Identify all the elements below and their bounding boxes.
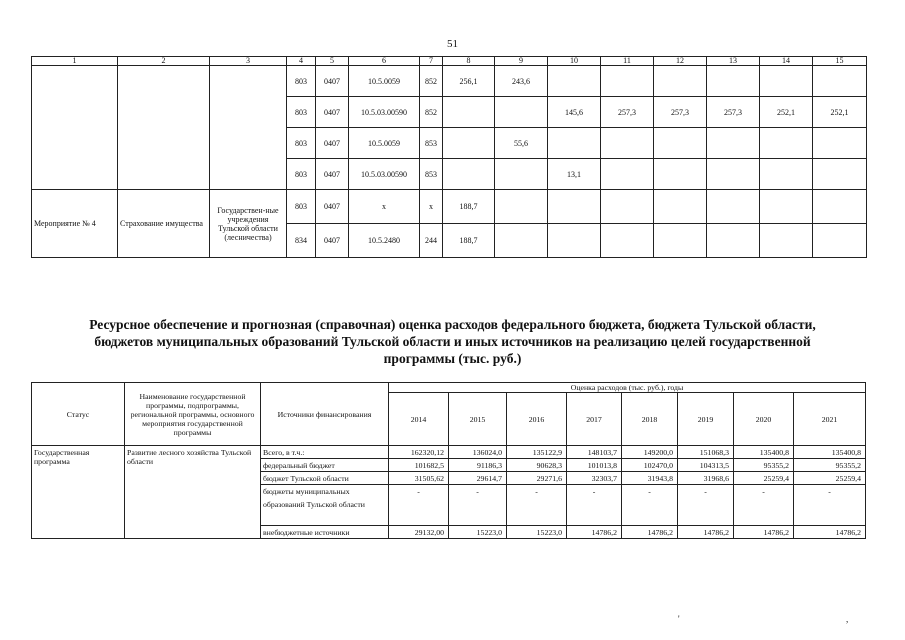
table-cell: 803	[287, 128, 316, 159]
source-label: Всего, в т.ч.:	[261, 446, 389, 459]
table-cell: 104313,5	[678, 459, 734, 472]
table-cell: 10.5.0059	[349, 128, 420, 159]
table-cell	[601, 128, 654, 159]
table-cell: 14786,2	[567, 526, 622, 539]
program-cell: Развитие лесного хозяйства Тульской области	[125, 446, 261, 539]
expenditure-table	[31, 56, 867, 258]
table-cell: 29271,6	[507, 472, 567, 485]
column-number: 14	[760, 57, 813, 66]
table-cell	[707, 128, 760, 159]
column-number: 2	[118, 57, 210, 66]
table-cell: 32303,7	[567, 472, 622, 485]
table-cell	[601, 159, 654, 190]
scan-mark: '	[678, 614, 680, 624]
table-cell: 148103,7	[567, 446, 622, 459]
table-cell: 162320,12	[389, 446, 449, 459]
table-cell: 15223,0	[449, 526, 507, 539]
table-cell: -	[678, 485, 734, 526]
table-cell: 0407	[316, 66, 349, 97]
table-cell: 91186,3	[449, 459, 507, 472]
column-number: 10	[548, 57, 601, 66]
table-cell	[813, 159, 867, 190]
event-name: Страхование имущества	[118, 190, 210, 258]
table-cell: 135400,8	[734, 446, 794, 459]
table-cell	[548, 66, 601, 97]
column-number: 6	[349, 57, 420, 66]
table-cell: х	[349, 190, 420, 224]
table-cell: 95355,2	[794, 459, 866, 472]
table-cell: -	[622, 485, 678, 526]
table-cell: 257,3	[601, 97, 654, 128]
table-row	[32, 66, 867, 97]
table-cell: 256,1	[443, 66, 495, 97]
column-number: 8	[443, 57, 495, 66]
table-cell: 853	[420, 159, 443, 190]
table-cell: 31943,8	[622, 472, 678, 485]
table-cell: 803	[287, 159, 316, 190]
table-cell: 95355,2	[734, 459, 794, 472]
year-header: 2018	[622, 393, 678, 446]
sources-header: Источники финансирования	[261, 383, 389, 446]
table-cell: 803	[287, 66, 316, 97]
table-cell	[548, 224, 601, 258]
table-cell: 135400,8	[794, 446, 866, 459]
table-cell: 136024,0	[449, 446, 507, 459]
table-cell	[495, 97, 548, 128]
table-cell	[813, 190, 867, 224]
table-cell: -	[389, 485, 449, 526]
table-cell	[760, 224, 813, 258]
table-cell	[813, 224, 867, 258]
table-cell: 10.5.0059	[349, 66, 420, 97]
table-cell: 135122,9	[507, 446, 567, 459]
column-number: 12	[654, 57, 707, 66]
table-cell: 14786,2	[794, 526, 866, 539]
table-cell: 101013,8	[567, 459, 622, 472]
table-cell	[443, 159, 495, 190]
table-cell	[601, 190, 654, 224]
table-cell: 101682,5	[389, 459, 449, 472]
resource-table	[31, 382, 866, 539]
table-cell: 90628,3	[507, 459, 567, 472]
table-cell	[654, 159, 707, 190]
column-number: 3	[210, 57, 287, 66]
table-cell: 257,3	[654, 97, 707, 128]
table-row	[32, 446, 866, 459]
year-header: 2021	[794, 393, 866, 446]
table-cell	[707, 159, 760, 190]
table-cell: 14786,2	[622, 526, 678, 539]
table-cell: 145,6	[548, 97, 601, 128]
table-cell: 243,6	[495, 66, 548, 97]
table-cell: 55,6	[495, 128, 548, 159]
year-header: 2019	[678, 393, 734, 446]
name-header: Наименование государственной программы, подпрограммы, региональной программы, основного мероприятия государственной программы	[125, 383, 261, 446]
table-cell: 252,1	[813, 97, 867, 128]
year-header: 2017	[567, 393, 622, 446]
column-number: 15	[813, 57, 867, 66]
table-cell: -	[449, 485, 507, 526]
table-cell	[707, 190, 760, 224]
table-cell	[495, 224, 548, 258]
table-cell: 257,3	[707, 97, 760, 128]
table-cell: -	[507, 485, 567, 526]
column-number: 13	[707, 57, 760, 66]
table-header-row	[32, 57, 867, 66]
year-header: 2020	[734, 393, 794, 446]
table-cell: 0407	[316, 159, 349, 190]
source-label: федеральный бюджет	[261, 459, 389, 472]
column-number: 11	[601, 57, 654, 66]
table-cell: 0407	[316, 190, 349, 224]
table-cell: 252,1	[760, 97, 813, 128]
table-cell: 188,7	[443, 190, 495, 224]
estimate-header: Оценка расходов (тыс. руб.), годы	[389, 383, 866, 393]
section-heading: Ресурсное обеспечение и прогнозная (справочная) оценка расходов федерального бюджета, бюджета Тульской области, бюджетов муниципальных образований Тульской области и иных источников на реализацию целей государственной программы (тыс. руб.)	[89, 317, 816, 366]
table-cell: 0407	[316, 97, 349, 128]
source-label: бюджет Тульской области	[261, 472, 389, 485]
table-cell: 149200,0	[622, 446, 678, 459]
column-number: 5	[316, 57, 349, 66]
page-number: 51	[447, 38, 458, 50]
column-number: 4	[287, 57, 316, 66]
table-cell: 29132,00	[389, 526, 449, 539]
table-cell: 853	[420, 128, 443, 159]
table-cell: 188,7	[443, 224, 495, 258]
column-number: 9	[495, 57, 548, 66]
source-label: бюджеты муниципальных образований Тульской области	[261, 485, 389, 526]
table-cell: 31505,62	[389, 472, 449, 485]
source-label: внебюджетные источники	[261, 526, 389, 539]
table-cell	[760, 190, 813, 224]
table-cell: 834	[287, 224, 316, 258]
table-cell: 31968,6	[678, 472, 734, 485]
status-cell: Государственная программа	[32, 446, 125, 539]
scan-mark: ,	[846, 614, 849, 624]
table-cell	[654, 66, 707, 97]
table-cell	[495, 159, 548, 190]
table-cell: 151068,3	[678, 446, 734, 459]
table-cell	[443, 97, 495, 128]
table-cell	[654, 128, 707, 159]
table-cell: 14786,2	[678, 526, 734, 539]
table-cell	[548, 190, 601, 224]
table-cell	[813, 128, 867, 159]
table-cell: 102470,0	[622, 459, 678, 472]
table-cell: 14786,2	[734, 526, 794, 539]
table-cell: 15223,0	[507, 526, 567, 539]
table-cell: 803	[287, 190, 316, 224]
table-cell: х	[420, 190, 443, 224]
table-cell: 10.5.03.00590	[349, 159, 420, 190]
table-cell	[548, 128, 601, 159]
table-cell: 0407	[316, 224, 349, 258]
year-header: 2015	[449, 393, 507, 446]
table-cell	[601, 66, 654, 97]
table-cell: 0407	[316, 128, 349, 159]
column-number: 7	[420, 57, 443, 66]
table-cell	[495, 190, 548, 224]
event-executor: Государствен-ные учреждения Тульской области (лесничества)	[210, 190, 287, 258]
column-number: 1	[32, 57, 118, 66]
table-cell: 10.5.2480	[349, 224, 420, 258]
event-label: Мероприятие № 4	[32, 190, 118, 258]
table-cell: 10.5.03.00590	[349, 97, 420, 128]
table-cell	[760, 159, 813, 190]
table-cell: 852	[420, 66, 443, 97]
table-cell: 852	[420, 97, 443, 128]
table-cell: 13,1	[548, 159, 601, 190]
year-header: 2016	[507, 393, 567, 446]
year-header: 2014	[389, 393, 449, 446]
table-row	[32, 190, 867, 224]
table-cell: -	[734, 485, 794, 526]
status-header: Статус	[32, 383, 125, 446]
table-cell: -	[794, 485, 866, 526]
table-cell	[654, 190, 707, 224]
table-cell	[760, 66, 813, 97]
table-cell: 244	[420, 224, 443, 258]
table-header-row	[32, 383, 866, 393]
table-cell	[813, 66, 867, 97]
table-cell: 25259,4	[734, 472, 794, 485]
table-cell: 29614,7	[449, 472, 507, 485]
table-cell	[760, 128, 813, 159]
table-cell	[654, 224, 707, 258]
table-cell	[707, 66, 760, 97]
table-cell: 25259,4	[794, 472, 866, 485]
table-cell	[601, 224, 654, 258]
table-cell	[707, 224, 760, 258]
table-cell	[443, 128, 495, 159]
table-cell: 803	[287, 97, 316, 128]
table-cell: -	[567, 485, 622, 526]
